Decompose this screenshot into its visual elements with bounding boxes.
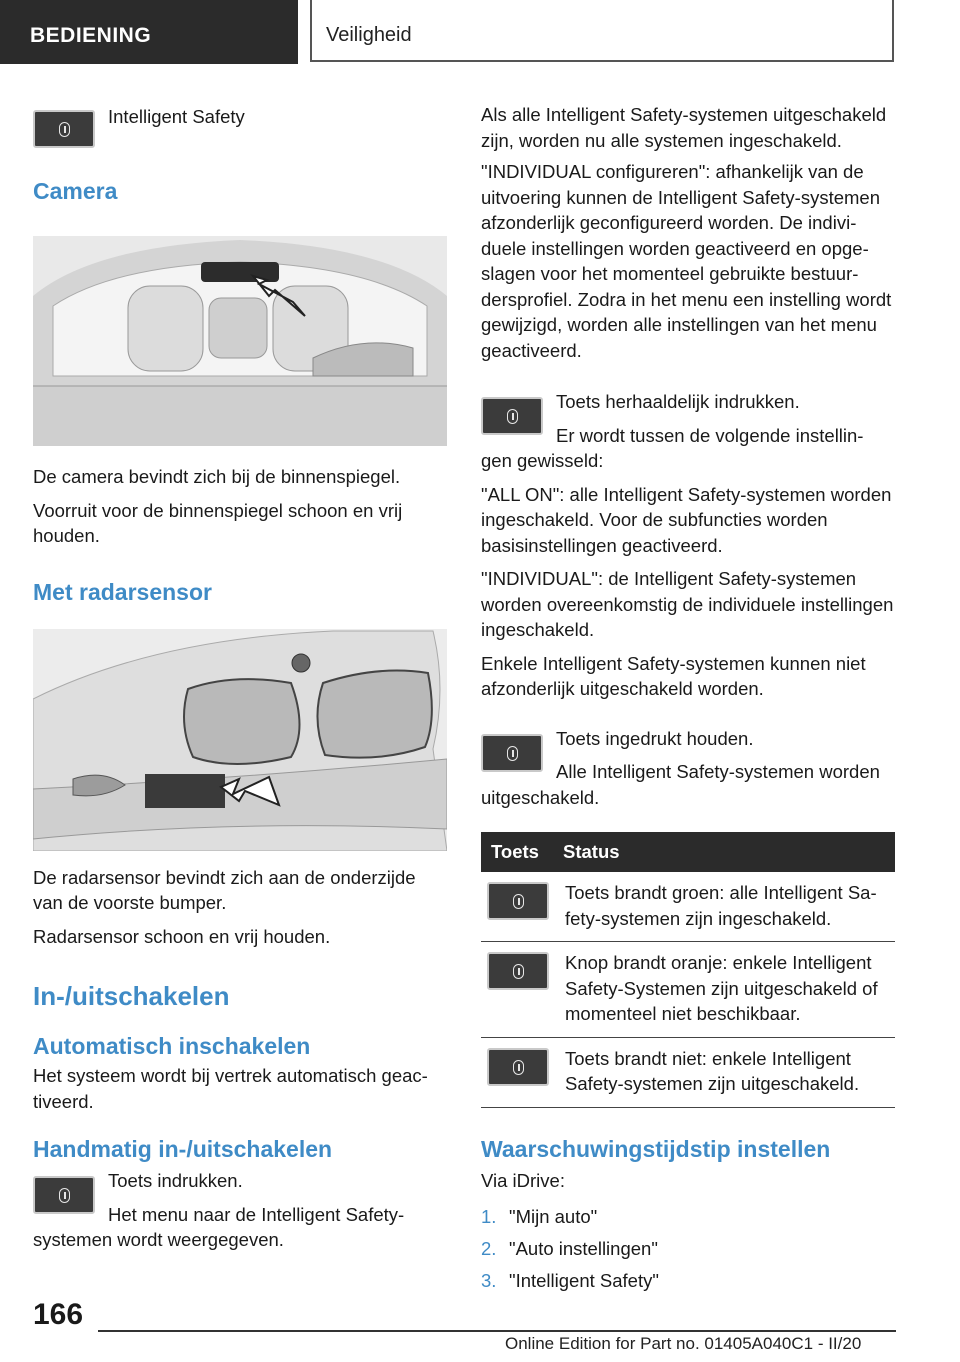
right-column xyxy=(481,100,895,1297)
list-item: 1. "Mijn auto" xyxy=(481,1206,598,1227)
radar-text-2: Radarsensor schoon en vrij houden. xyxy=(33,925,331,947)
table-row xyxy=(481,942,895,1038)
hold-text-1: Toets ingedrukt houden. xyxy=(556,727,754,749)
safety-button-icon xyxy=(33,110,95,148)
manual-text-1: Toets indrukken. xyxy=(108,1170,243,1191)
right-text-1: Als alle Intelligent Safety-systemen uitgeschakeld zijn, worden nu alle systemen ingeschakeld. xyxy=(481,104,887,151)
steps-list xyxy=(481,1201,895,1297)
hold-text-2: uitgeschakeld. xyxy=(481,786,600,808)
camera-text-2: Voorruit voor de binnenspiegel schoon en vrij houden. xyxy=(33,499,403,546)
manual-text-2-a: Het menu naar de Intelligent Safety- xyxy=(108,1203,405,1225)
all-on-text: "ALL ON": alle Intelligent Safety-systemen worden ingeschakeld. Voor de subfuncties worden basisinstellingen geactiveerd. xyxy=(481,483,892,556)
status-table xyxy=(481,832,895,1108)
table-header xyxy=(481,832,895,872)
onoff-heading: In-/uitschakelen xyxy=(33,981,230,1011)
right-text-2: "INDIVIDUAL configureren": afhankelijk van de uitvoering kunnen de Intelligent Safety-systemen afzonderlijk geconfigureerd worden. De individuele instellingen worden geactiveerd en opgeslagen voor het momenteel gebruikte bestuurdersprofiel. Zodra in het menu een instelling wordt gewijzigd, worden alle instellingen van het menu geactiveerd. xyxy=(481,161,892,361)
auto-heading: Automatisch inschakelen xyxy=(33,1033,311,1059)
status-cell: Toets brandt groen: alle Intelligent Safety-systemen zijn ingeschakeld. xyxy=(553,872,895,942)
individual-text: "INDIVIDUAL": de Intelligent Safety-systemen worden overeenkomstig de individuele instellingen ingeschakeld. xyxy=(481,568,894,640)
safety-button-icon xyxy=(487,952,549,990)
radar-heading: Met radarsensor xyxy=(33,578,212,605)
left-column xyxy=(33,100,447,1253)
safety-button-icon xyxy=(487,1048,549,1086)
car-interior-image xyxy=(33,236,447,446)
intro-row xyxy=(33,100,447,150)
auto-text: Het systeem wordt bij vertrek automatisch geactiveerd. xyxy=(33,1065,428,1112)
status-cell: Toets brandt niet: enkele Intelligent Safety-systemen zijn uitgeschakeld. xyxy=(553,1037,895,1107)
list-item: 2. "Auto instellingen" xyxy=(481,1238,658,1259)
safety-button-icon xyxy=(487,882,549,920)
page-number: 166 xyxy=(33,1298,84,1331)
repeat-text-2: gen gewisseld: xyxy=(481,450,604,471)
radar-text-1: De radarsensor bevindt zich aan de onderzijde van de voorste bumper. xyxy=(33,866,416,913)
safety-button-icon xyxy=(481,734,543,772)
manual-text-2: systemen wordt weergegeven. xyxy=(33,1229,284,1250)
safety-button-icon xyxy=(481,397,543,435)
repeat-row xyxy=(481,389,895,448)
car-front-image xyxy=(33,629,447,851)
warning-time-heading: Waarschuwingstijdstip instellen xyxy=(481,1135,831,1162)
footer-divider xyxy=(98,1330,896,1332)
manual-heading: Handmatig in-/uitschakelen xyxy=(33,1136,333,1162)
repeat-text-2a: Er wordt tussen de volgende instellin- xyxy=(556,424,864,446)
section-title: BEDIENING xyxy=(30,24,152,47)
repeat-text-1: Toets herhaaldelijk indrukken. xyxy=(556,391,800,412)
section-tab xyxy=(0,0,298,64)
list-item: 3. "Intelligent Safety" xyxy=(481,1270,659,1291)
subsection-tab xyxy=(310,0,894,62)
edition-text: Online Edition for Part no. 01405A040C1 - II/20 xyxy=(505,1334,862,1353)
manual-row xyxy=(33,1168,447,1227)
safety-button-icon xyxy=(33,1176,95,1214)
camera-text-1: De camera bevindt zich bij de binnenspiegel. xyxy=(33,466,401,487)
camera-heading: Camera xyxy=(33,178,118,204)
subsection-title: Veiligheid xyxy=(326,24,412,46)
via-idrive: Via iDrive: xyxy=(481,1169,565,1191)
radar-illustration xyxy=(33,629,447,851)
col-header-status: Status xyxy=(553,832,895,872)
some-text: Enkele Intelligent Safety-systemen kunnen niet afzonderlijk uitgeschakeld worden. xyxy=(481,652,866,699)
col-header-toets: Toets xyxy=(481,832,553,872)
table-row xyxy=(481,872,895,942)
hold-row xyxy=(481,726,895,785)
hold-text-2a: Alle Intelligent Safety-systemen worden xyxy=(556,761,880,782)
camera-illustration xyxy=(33,236,447,446)
intro-label: Intelligent Safety xyxy=(108,106,245,127)
table-row xyxy=(481,1037,895,1107)
status-cell: Knop brandt oranje: enkele Intelligent Safety-Systemen zijn uitgeschakeld of momenteel niet beschikbaar. xyxy=(553,942,895,1038)
